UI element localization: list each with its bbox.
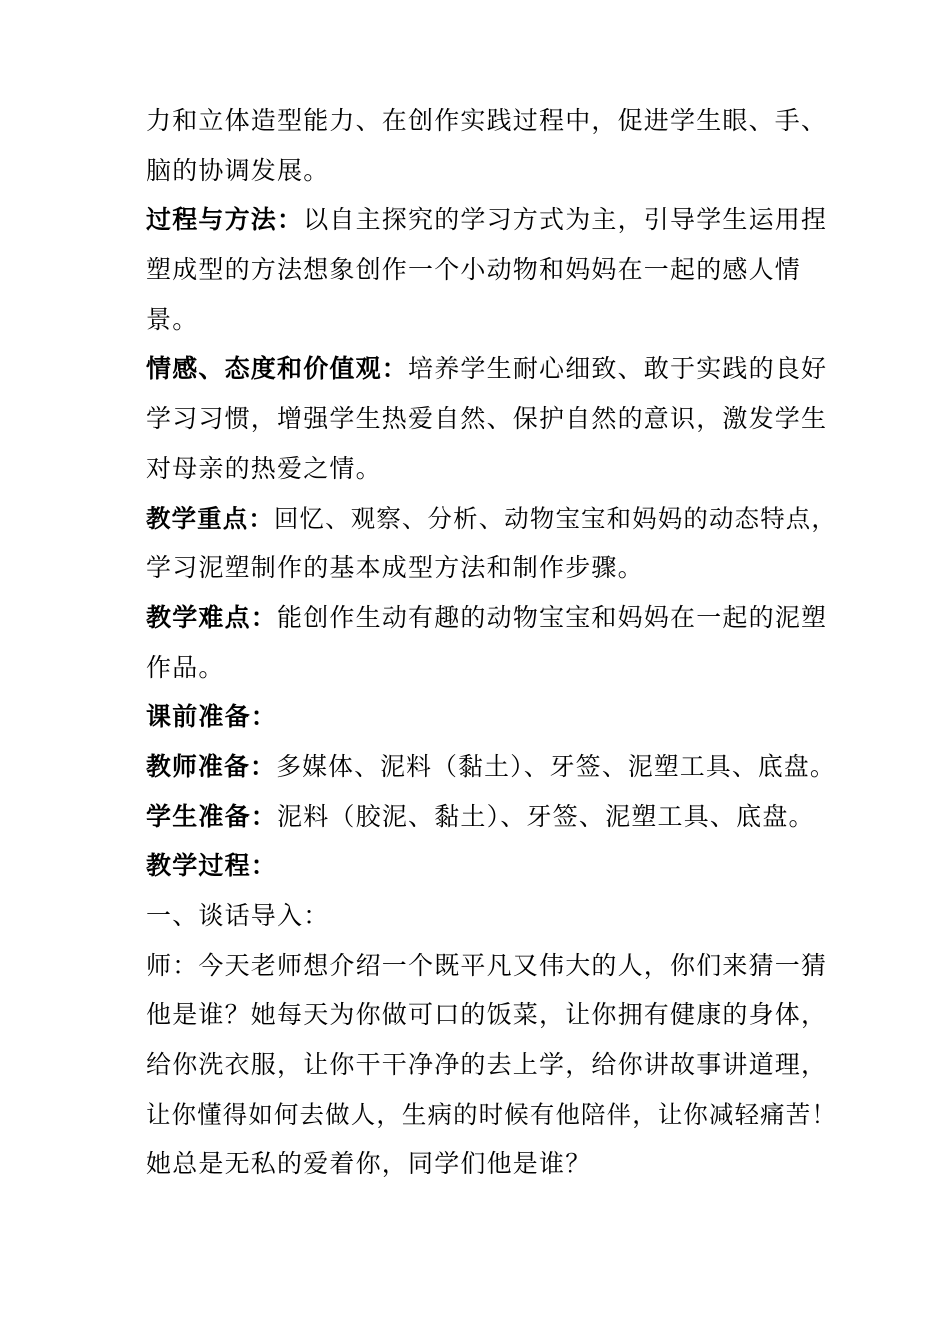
text-line [146, 891, 818, 941]
text-line [146, 494, 837, 544]
text-line [146, 593, 828, 643]
text-line [146, 792, 818, 842]
text-line [146, 1040, 828, 1090]
text-line [146, 692, 818, 742]
text-line [146, 841, 818, 891]
line-label: 学生准备： [146, 801, 278, 831]
text-line [146, 394, 828, 444]
line-label: 教学难点： [146, 602, 278, 632]
line-text: 她总是无私的爱着你，同学们他是谁？ [146, 1149, 592, 1179]
line-text: 景。 [146, 304, 199, 334]
line-label: 教学重点： [146, 503, 274, 533]
text-line [146, 643, 818, 693]
line-text: 一、谈话导入： [146, 901, 330, 930]
line-text: 给你洗衣服，让你干干净净的去上学，给你讲故事讲道理， [146, 1050, 828, 1080]
text-line [146, 941, 828, 991]
line-text: 力和立体造型能力、在创作实践过程中，促进学生眼、手、 [146, 106, 828, 135]
line-text: 学习习惯，增强学生热爱自然、保护自然的意识，激发学生 [146, 404, 828, 434]
line-text: 作品。 [146, 652, 225, 682]
line-text: 对母亲的热爱之情。 [146, 453, 382, 483]
document-body [146, 96, 837, 1189]
line-label: 过程与方法： [146, 205, 304, 235]
text-line [146, 96, 828, 146]
line-text: 脑的协调发展。 [146, 155, 330, 185]
line-text: 培养学生耐心细致、敢于实践的良好 [408, 354, 828, 384]
line-text: 泥料（胶泥、黏土）、牙签、泥塑工具、底盘。 [277, 801, 815, 831]
text-line [146, 245, 818, 295]
text-line [146, 742, 836, 792]
text-line [146, 444, 818, 494]
line-label: 教师准备： [146, 751, 277, 781]
text-line [146, 543, 818, 593]
line-text: 塑成型的方法想象创作一个小动物和妈妈在一起的感人情 [146, 255, 802, 285]
line-text: 以自主探究的学习方式为主，引导学生运用捏 [303, 205, 828, 235]
line-label: 教学过程： [146, 851, 278, 881]
line-text: 他是谁？她每天为你做可口的饭菜，让你拥有健康的身体， [146, 1000, 828, 1030]
line-text: 让你懂得如何去做人，生病的时候有他陪伴，让你减轻痛苦！ [146, 1099, 837, 1129]
text-line [146, 344, 828, 394]
text-line [146, 146, 818, 196]
text-line [146, 295, 818, 345]
text-line [146, 195, 828, 245]
text-line [146, 1139, 818, 1189]
text-line [146, 1090, 837, 1140]
line-label: 课前准备： [146, 702, 278, 732]
line-text: 多媒体、泥料（黏土）、牙签、泥塑工具、底盘。 [276, 751, 836, 781]
line-text: 学习泥塑制作的基本成型方法和制作步骤。 [146, 553, 644, 583]
line-text: 师：今天老师想介绍一个既平凡又伟大的人，你们来猜一猜 [146, 950, 828, 980]
text-line [146, 990, 828, 1040]
line-label: 情感、态度和价值观： [146, 354, 409, 384]
line-text: 能创作生动有趣的动物宝宝和妈妈在一起的泥塑 [277, 602, 828, 632]
line-text: 回忆、观察、分析、动物宝宝和妈妈的动态特点， [273, 503, 837, 533]
